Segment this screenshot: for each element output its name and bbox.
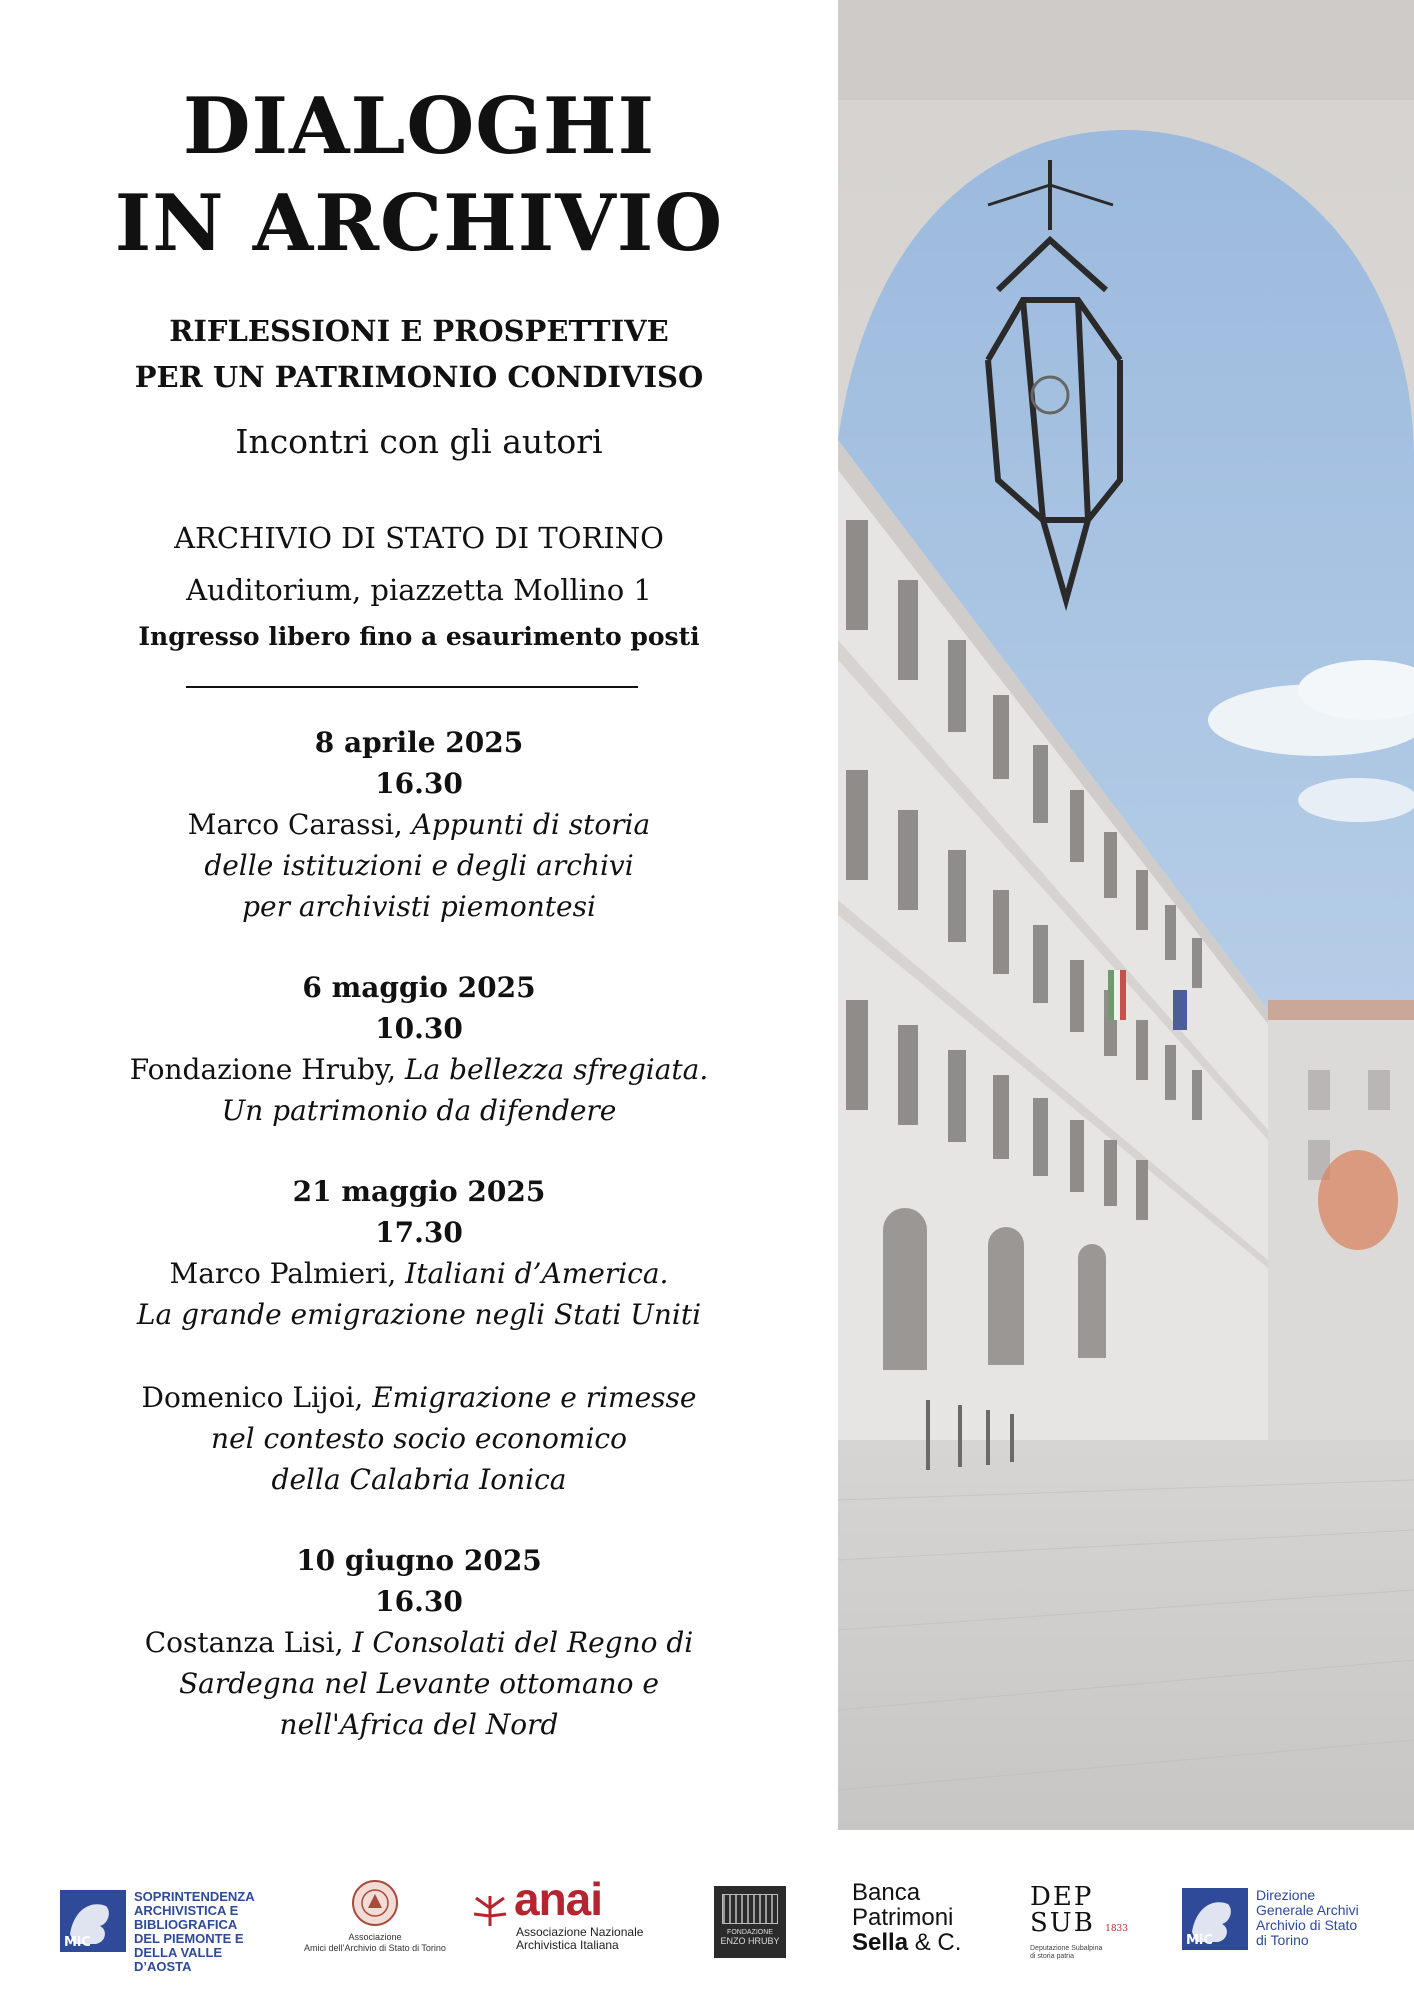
event-line: [0, 1663, 838, 1704]
event-date: 8 aprile 2025: [314, 726, 524, 759]
event-extra: [0, 1377, 838, 1500]
event-item: [0, 1171, 838, 1500]
courtyard-photo: [838, 0, 1414, 1830]
event-line: [0, 1418, 838, 1459]
dga-text: [1256, 1888, 1359, 1948]
logo-soprintendenza: [60, 1889, 255, 1974]
event-line: [0, 1090, 838, 1131]
event-time: 10.30: [375, 1012, 463, 1045]
event-line: [0, 1253, 838, 1294]
title-line-1: DIALOGHI: [182, 81, 656, 172]
book-title: delle istituzioni e degli archivi: [204, 849, 634, 882]
logo-text-line: Amici dell’Archivio di Stato di Torino: [304, 1943, 446, 1953]
divider-line: [186, 686, 638, 688]
poster-subtitle: [0, 308, 838, 400]
logo-depsub: [1030, 1884, 1140, 1964]
logo-direzione-archivi: [1182, 1888, 1382, 1958]
poster-title: [0, 78, 838, 272]
book-title: La grande emigrazione negli Stati Uniti: [136, 1298, 702, 1331]
event-date: 6 maggio 2025: [302, 971, 536, 1004]
logo-text-line: Associazione: [348, 1932, 402, 1942]
logo-text-line: Deputazione Subalpina: [1030, 1945, 1103, 1952]
hruby-text: [714, 1928, 786, 1946]
event-line: [0, 1622, 838, 1663]
logo-text-line: Direzione: [1256, 1887, 1316, 1903]
courtyard-illustration: [838, 0, 1414, 1830]
event-line: [0, 1459, 838, 1500]
mic-logo-icon: [60, 1890, 126, 1952]
book-title: I Consolati del Regno di: [352, 1626, 694, 1659]
mic-label: MiC: [64, 1935, 91, 1950]
amici-text: [300, 1932, 450, 1954]
event-date: 21 maggio 2025: [292, 1175, 546, 1208]
logo-hruby: [714, 1886, 786, 1958]
event-line: [0, 804, 838, 845]
book-title: Appunti di storia: [411, 808, 651, 841]
book-title: per archivisti piemontesi: [242, 890, 596, 923]
subtitle-line-1: RIFLESSIONI E PROSPETTIVE: [169, 314, 669, 348]
logo-text-line: di storia patria: [1030, 1953, 1074, 1960]
anai-wordmark: anai: [514, 1873, 603, 1925]
depsub-wordmark: [1030, 1884, 1140, 1942]
speaker-name: Marco Carassi,: [187, 808, 412, 841]
book-title: nel contesto socio economico: [211, 1422, 627, 1455]
logo-text-line: [852, 1930, 992, 1955]
event-time: 16.30: [375, 1585, 463, 1618]
venue-name: ARCHIVIO DI STATO DI TORINO: [174, 521, 664, 555]
event-item: [0, 722, 838, 927]
logo-text-line: Archivistica Italiana: [516, 1938, 619, 1952]
venue-block: [0, 512, 838, 616]
event-item: [0, 967, 838, 1131]
anai-text: [516, 1926, 643, 1952]
anai-tree-icon: [468, 1886, 512, 1930]
event-line: [0, 886, 838, 927]
event-line: [0, 1704, 838, 1745]
venue-address: Auditorium, piazzetta Mollino 1: [186, 573, 652, 607]
logo-text-line: Associazione Nazionale: [516, 1925, 644, 1939]
logo-text-line: SOPRINTENDENZA: [134, 1889, 255, 1904]
depsub-year: 1833: [1105, 1924, 1129, 1934]
events-list: [0, 722, 838, 1785]
book-title: Emigrazione e rimesse: [372, 1381, 697, 1414]
sponsor-logos: [0, 1860, 1414, 2000]
entry-note: Ingresso libero fino a esaurimento posti: [138, 622, 700, 651]
logo-anai: [468, 1873, 648, 1960]
event-date: 10 giugno 2025: [296, 1544, 542, 1577]
logo-text-line: BIBLIOGRAFICA: [134, 1917, 238, 1932]
logo-text-line: FONDAZIONE: [727, 1929, 773, 1936]
gate-icon: [722, 1894, 778, 1924]
logo-text-line: Archivio di Stato: [1256, 1917, 1358, 1933]
event-line: [0, 1049, 838, 1090]
event-line: [0, 845, 838, 886]
book-title: Un patrimonio da difendere: [221, 1094, 617, 1127]
depsub-line2: SUB: [1030, 1908, 1095, 1938]
sella-suffix: & C.: [914, 1929, 962, 1956]
book-title: Italiani d’America.: [405, 1257, 669, 1290]
logo-text-line: Banca: [852, 1879, 921, 1906]
logo-text-line: ARCHIVISTICA E: [134, 1903, 239, 1918]
seal-icon: [350, 1878, 400, 1928]
event-line: [0, 1294, 838, 1335]
book-title: Sardegna nel Levante ottomano e: [178, 1667, 660, 1700]
subtitle-line-2: PER UN PATRIMONIO CONDIVISO: [134, 360, 704, 394]
event-time: 16.30: [375, 767, 463, 800]
speaker-name: Fondazione Hruby,: [129, 1053, 405, 1086]
speaker-name: Costanza Lisi,: [144, 1626, 353, 1659]
mic-logo-icon: [1182, 1888, 1248, 1950]
book-title: nell'Africa del Nord: [279, 1708, 559, 1741]
intro-text: Incontri con gli autori: [235, 422, 603, 461]
logo-text-line: [1030, 1910, 1140, 1942]
logo-text-line: Patrimoni: [852, 1904, 954, 1931]
logo-text-line: di Torino: [1256, 1932, 1309, 1948]
event-line: [0, 1377, 838, 1418]
logo-text-line: ENZO HRUBY: [720, 1936, 780, 1946]
logo-amici-archivio: [300, 1878, 450, 1958]
event-item: [0, 1540, 838, 1745]
depsub-caption: [1030, 1945, 1140, 1961]
event-time: 17.30: [375, 1216, 463, 1249]
speaker-name: Marco Palmieri,: [169, 1257, 406, 1290]
book-title: La bellezza sfregiata.: [404, 1053, 709, 1086]
book-title: della Calabria Ionica: [271, 1463, 567, 1496]
logo-text-line: DEP: [1030, 1882, 1094, 1912]
logo-banca-sella: [852, 1880, 992, 1960]
logo-text-line: DEL PIEMONTE E: [134, 1931, 244, 1946]
soprintendenza-text: [134, 1890, 255, 1974]
sella-bold: Sella: [852, 1929, 909, 1956]
mic-label: MiC: [1186, 1933, 1213, 1948]
speaker-name: Domenico Lijoi,: [141, 1381, 373, 1414]
logo-text-line: DELLA VALLE D’AOSTA: [134, 1945, 223, 1974]
title-line-2: IN ARCHIVIO: [114, 178, 724, 269]
logo-text-line: Generale Archivi: [1256, 1902, 1359, 1918]
